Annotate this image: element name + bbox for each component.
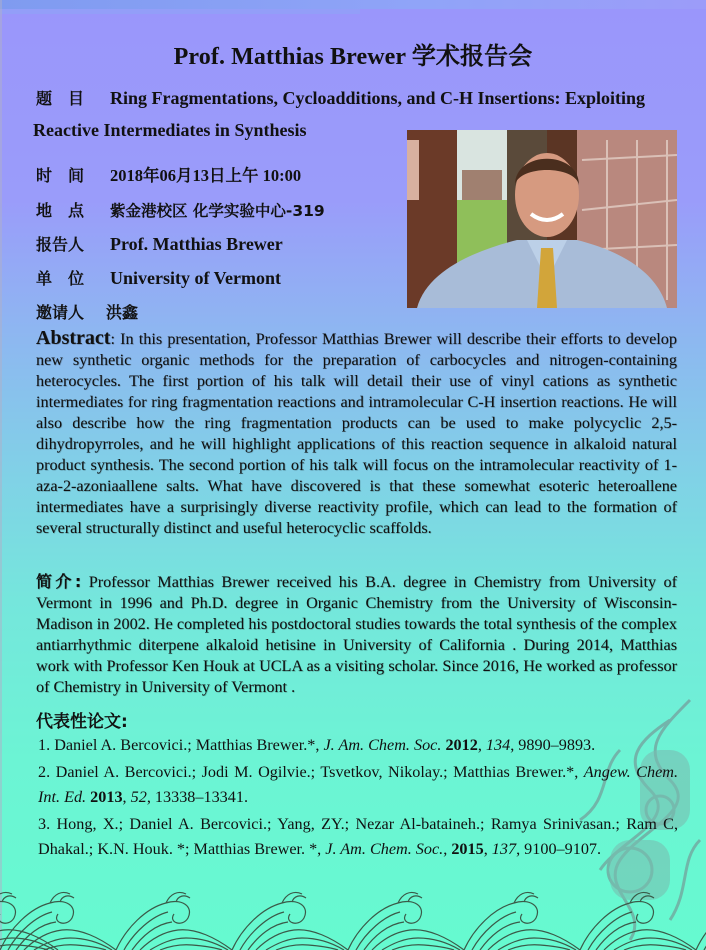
topic-label: 题 目 — [36, 89, 85, 108]
speaker-row — [36, 232, 283, 255]
host-label: 邀请人 — [36, 303, 85, 322]
affiliation-value: University of Vermont — [110, 268, 281, 288]
time-value: 2018年06月13日上午 10:00 — [110, 166, 302, 185]
place-row — [36, 198, 325, 221]
wave-border-decoration-icon — [0, 888, 706, 950]
pub-pages: , 9100–9107. — [516, 840, 602, 858]
pub-pages: , 9890–9893. — [510, 736, 596, 754]
pub-sep: , — [483, 840, 492, 858]
topic-line-1: Ring Fragmentations, Cycloadditions, and C-H Insertions: Exploiting — [110, 88, 646, 108]
abstract-paragraph — [36, 328, 677, 539]
pub-volume: 52 — [130, 788, 147, 806]
pub-year: 2012 — [445, 736, 478, 754]
pub-authors: 3. Hong, X.; Daniel A. Bercovici.; Yang, ZY.; Nezar Al-bataineh.; Ramya Srinivasan.; Ram C, Dhakal.; K.N. Houk. *; Matthias Brewer. *, — [38, 815, 678, 858]
pub-volume: 134 — [485, 736, 511, 754]
pub-sep: , — [122, 788, 131, 806]
time-label: 时 间 — [36, 166, 85, 185]
host-row — [36, 300, 138, 323]
speaker-photo — [407, 130, 677, 308]
bio-heading: 简介: — [36, 572, 82, 591]
pub-sep: , — [477, 736, 486, 754]
place-label: 地 点 — [36, 201, 85, 220]
abstract-text: : In this presentation, Professor Matthias Brewer will describe their efforts to develop new synthetic organic methods for the preparation of carbocycles and nitrogen-containing heterocycles. The first portion of his talk will detail their use of vinyl cations as synthetic intermediates for ring fragmentation reactions and intramolecular C-H insertion reactions. He will also describe how the ring fragmentation products can be used to make polycyclic 2,5-dihydropyrroles, and he will highlight applications of this reaction sequence in alkaloid natural product synthesis. The second portion of his talk will focus on the intramolecular reactivity of 1-aza-2-azoniaallene salts. What have discovered is that these somewhat esoteric heteroallene intermediates have a surprisingly diverse reactivity profile, which can lead to the formation of several structurally distinct and useful heterocyclic scaffolds. — [36, 330, 677, 537]
pub-journal: J. Am. Chem. Soc. — [323, 736, 442, 754]
time-row — [36, 162, 301, 186]
left-border — [0, 0, 2, 950]
pub-authors: 2. Daniel A. Bercovici.; Jodi M. Ogilvie.; Tsvetkov, Nikolay.; Matthias Brewer.*, — [38, 763, 584, 781]
top-banner-stripe — [0, 0, 706, 9]
affiliation-row — [36, 266, 281, 289]
pub-authors: 1. Daniel A. Bercovici.; Matthias Brewer.*, — [38, 736, 324, 754]
topic-line-2: Reactive Intermediates in Synthesis — [33, 120, 307, 140]
bio-text: Professor Matthias Brewer received his B.A. degree in Chemistry from University of Vermont in 1996 and Ph.D. degree in Organic Chemistry from the University of Wisconsin-Madison in 2002. He completed his postdoctoral studies towards the total synthesis of the complex antiarrhythmic diterpene alkaloid hetisine in University of California . During 2014, Matthias work with Professor Ken Houk at UCLA as a visiting scholar. Since 2016, He worked as professor of Chemistry in University of Vermont . — [36, 573, 677, 696]
top-banner-accent — [0, 9, 360, 14]
publication-item — [38, 760, 678, 810]
portrait-illustration — [407, 130, 677, 308]
topic-row — [36, 86, 645, 109]
pub-journal: Angew. Chem. Int. Ed. — [38, 763, 678, 806]
pub-volume: 137 — [491, 840, 517, 858]
pub-sep: , — [443, 840, 452, 858]
publications-heading: 代表性论文: — [36, 712, 128, 732]
speaker-label: 报告人 — [36, 235, 85, 254]
affiliation-label: 单 位 — [36, 269, 85, 288]
abstract-heading: Abstract — [36, 327, 111, 349]
pub-year: 2013 — [90, 788, 123, 806]
bio-paragraph — [36, 571, 677, 698]
publication-item — [38, 812, 678, 862]
pub-journal: J. Am. Chem. Soc. — [325, 840, 444, 858]
pub-pages: , 13338–13341. — [146, 788, 248, 806]
host-value: 洪鑫 — [106, 303, 139, 322]
speaker-value: Prof. Matthias Brewer — [110, 234, 283, 254]
publication-item — [38, 733, 678, 758]
pub-year: 2015 — [451, 840, 484, 858]
page-title: Prof. Matthias Brewer 学术报告会 — [173, 44, 533, 70]
place-value: 紫金港校区 化学实验中心-319 — [110, 202, 325, 220]
